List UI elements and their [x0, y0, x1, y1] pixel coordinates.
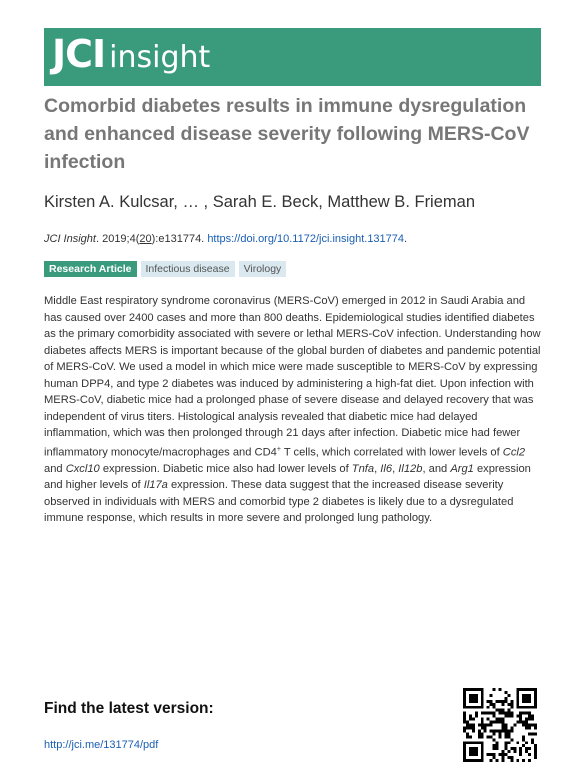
citation-pages: ):e131774.	[151, 233, 205, 245]
abstract-text: expression and higher levels of	[44, 462, 531, 492]
citation-journal: JCI Insight	[44, 233, 96, 245]
citation	[44, 233, 407, 245]
gene-name: Il17a	[143, 479, 168, 492]
tag-virology[interactable]: Virology	[239, 261, 287, 277]
abstract-text: ,	[374, 462, 381, 475]
gene-name: Cxcl10	[65, 462, 100, 475]
gene-name: Arg1	[450, 462, 474, 475]
author-list[interactable]: Kirsten A. Kulcsar, … , Sarah E. Beck, Matthew B. Frieman	[44, 193, 475, 211]
citation-year-vol: . 2019;4(	[95, 233, 140, 245]
logo-sub: insight	[109, 40, 211, 75]
abstract-text: and	[44, 462, 66, 475]
logo-main: JCI	[52, 32, 106, 76]
jci-insight-logo[interactable]	[52, 32, 210, 76]
tag-research-article[interactable]: Research Article	[44, 261, 137, 277]
qr-code-icon[interactable]	[463, 688, 537, 762]
abstract-text: Middle East respiratory syndrome coronavirus (MERS-CoV) emerged in 2012 in Saudi Arabia and has caused over 2400 cases and more than 800 deaths. Epidemiological studies identified diabetes as the primary comorbidity associated with severe or lethal MERS-CoV infection. Understanding how diabetes affects MERS is important because of the global burden of diabetes and pandemic potential of MERS-CoV. We used a model in which mice were made susceptible to MERS-CoV by expressing human DPP4, and type 2 diabetes was induced by administering a high-fat diet. Upon infection with MERS-CoV, diabetic mice had a prolonged phase of severe disease and delayed recovery that was independent of virus titers. Histological analysis revealed that diabetic mice had delayed inflammation, which was then prolonged through 21 days after infection. Diabetic mice had fewer inflammatory monocyte/macrophages and CD4	[44, 295, 541, 459]
abstract-text: , and	[422, 462, 451, 475]
find-latest-label: Find the latest version:	[44, 700, 214, 717]
doi-end: .	[404, 233, 408, 245]
article-title: Comorbid diabetes results in immune dysregulation and enhanced disease severity following MERS-CoV infection	[44, 95, 530, 173]
gene-name: Ccl2	[502, 446, 526, 459]
latest-version-link[interactable]: http://jci.me/131774/pdf	[44, 739, 159, 751]
article-tags	[44, 261, 286, 277]
gene-name: Il12b	[398, 462, 423, 475]
gene-name: Tnfa	[351, 462, 375, 475]
abstract-text: expression. Diabetic mice also had lower levels of	[99, 462, 352, 475]
abstract-text: expression. These data suggest that the increased disease severity observed in individuals with MERS and comorbid type 2 diabetes is likely due to a dysregulated immune response, which results in more severe and prolonged lung pathology.	[44, 479, 514, 525]
abstract-text: ,	[392, 462, 399, 475]
doi-link[interactable]: https://doi.org/10.1172/jci.insight.131774	[207, 233, 405, 245]
abstract	[44, 293, 544, 527]
citation-issue[interactable]: 20	[139, 233, 152, 245]
journal-banner	[44, 28, 541, 86]
abstract-text: T cells, which correlated with lower levels of	[280, 446, 503, 459]
tag-infectious-disease[interactable]: Infectious disease	[141, 261, 235, 277]
gene-name: Il6	[380, 462, 393, 475]
abstract-sup: +	[276, 445, 281, 453]
